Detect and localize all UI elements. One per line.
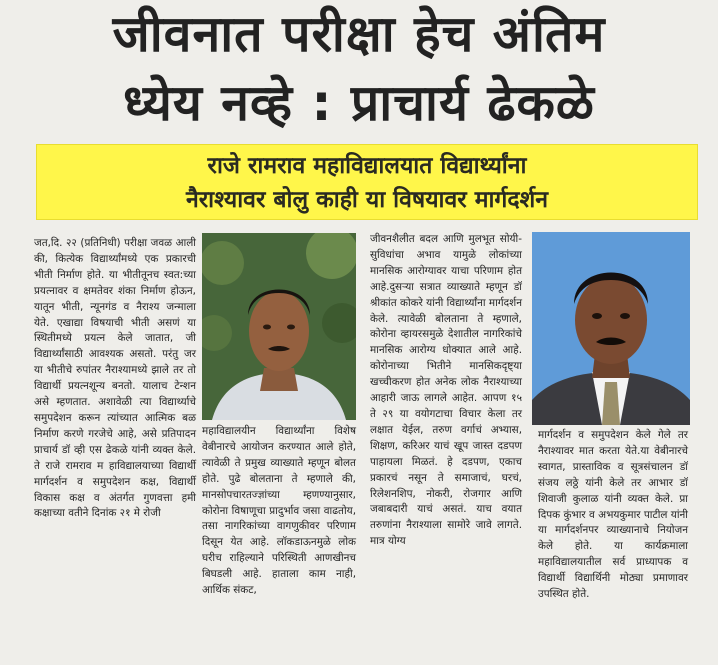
article-column-2 xyxy=(202,424,356,599)
speaker-photo-1-image xyxy=(202,233,356,420)
subheadline-line-2: नैराश्यावर बोलु काही या विषयावर मार्गदर्शन xyxy=(185,187,548,213)
article-column-4 xyxy=(538,428,688,603)
article-column-1 xyxy=(34,236,196,522)
article-text: जत,दि. २२ (प्रतिनिधी) परीक्षा जवळ आली की, कित्येक विद्यार्थ्यांमध्ये एक प्रकारची भीती निर्माण होते. या भीतीतूनच स्वत:च्या प्रयत्नावर व क्षमतेवर शंका निर्माण होऊन, यातून भीती, न्यूनगंड व नैराश्य जन्माला येते. एखाद्या विषयाची भीती असणं या स्थितीमध्ये प्रयत्न केले जातात, जी विद्यार्थ्यांसाठी आवश्यक असतो. परंतु जर या भीतीचे रुपांतर नैराश्यामध्ये झाले तर तो विद्यार्थी प्रयत्नशून्य बनतो. यालाच टेन्शन असे म्हणतात. अशावेळी त्या विद्यार्थ्याचे समुपदेशन करून त्यांच्यात आत्मिक बळ निर्माण करणे गरजेचे आहे, असे प्रतिपादन प्राचार्य डॉ व्ही एस ढेकळे यांनी व्यक्त केले. ते राजे रामराव म हाविद्यालयाच्या विद्यार्थी मार्गदर्शन व समुपदेशन कक्ष, विद्यार्थी विकास कक्ष व अंतर्गत गुणवत्ता हमी कक्षाच्या वतीने दिनांक २१ मे रोजी xyxy=(34,237,196,520)
speaker-photo-2-image xyxy=(532,232,690,425)
article-text: जीवनशैलीत बदल आणि मुलभूत सोयी-सुविधांचा अभाव यामुळे लोकांच्या मानसिक आरोग्यावर याचा परिणाम होत आहे.दुसऱ्या सत्रात व्याख्याते म्हणून डॉ श्रीकांत कोकरे यांनी विद्यार्थ्यांना मार्गदर्शन केले. त्यावेळी बोलताना ते म्हणाले, कोरोना व्हायरसमुळे देशातील नागरिकांचे मानसिक आरोग्य धोक्यात आले आहे. कोरोनाच्या भितीने मानसिकदृष्ट्या खच्चीकरण होत अनेक लोक नैराश्याच्या आहारी जाऊ लागले आहेत. आपण १५ ते २९ या वयोगटाचा विचार केला तर लक्षात येईल, तरुण वर्गाचं अभ्यास, शिक्षण, करिअर याचं खूप जास्त दडपण पाहायला मिळतं. हे दडपण, एकाच प्रकारचं नसून ते समाजाचं, घरचं, रिलेशनशिप, नोकरी, रोजगार आणि जबाबदारी याचं असतं. याच वयात तरुणांना नैराश्याला सामोरे जावे लागते. मात्र योग्य xyxy=(370,233,522,548)
speaker-photo-1 xyxy=(202,233,356,420)
article-column-3 xyxy=(370,232,522,550)
headline-line-2: ध्येय नव्हे : प्राचार्य ढेकळे xyxy=(123,74,595,132)
subheadline-line-1: राजे रामराव महाविद्यालयात विद्यार्थ्यांना xyxy=(207,153,527,179)
headline-line-1: जीवनात परीक्षा हेच अंतिम xyxy=(112,5,606,63)
speaker-photo-2 xyxy=(532,232,690,425)
article-text: मार्गदर्शन व समुपदेशन केले गेले तर नैराश्यावर मात करता येते.या वेबीनारचे स्वागत, प्रास्ताविक व सूत्रसंचालन डॉ संजय लठ्ठे यांनी केले तर आभार डॉ शिवाजी कुलाळ यांनी व्यक्त केले. प्रा दिपक कुंभार व अभयकुमार पाटील यांनी या मार्गदर्शनपर व्याख्यानाचे नियोजन केले होते. या कार्यक्रमाला महाविद्यालयातील सर्व प्राध्यापक व विद्यार्थी विद्यार्थिनी मोठ्या प्रमाणावर उपस्थित होते. xyxy=(538,429,688,601)
article-text: महाविद्यालयीन विद्यार्थ्यांना विशेष वेबीनारचे आयोजन करण्यात आले होते, त्यावेळी ते प्रमुख व्याख्याते म्हणून बोलत होते. पुढे बोलताना ते म्हणाले की, मानसोपचारतज्ज्ञांच्या म्हणण्यानुसार, कोरोना विषाणूचा प्रादुर्भाव जसा वाढतोय, तसा नागरिकांच्या वागणुकीवर परिणाम दिसून येत आहे. लॉकडाऊनमुळे लोक घरीच राहिल्याने परिस्थिती आणखीनच बिघडली आहे. हाताला काम नाही, आर्थिक संकट, xyxy=(202,425,356,597)
subheadline-banner xyxy=(36,144,698,220)
